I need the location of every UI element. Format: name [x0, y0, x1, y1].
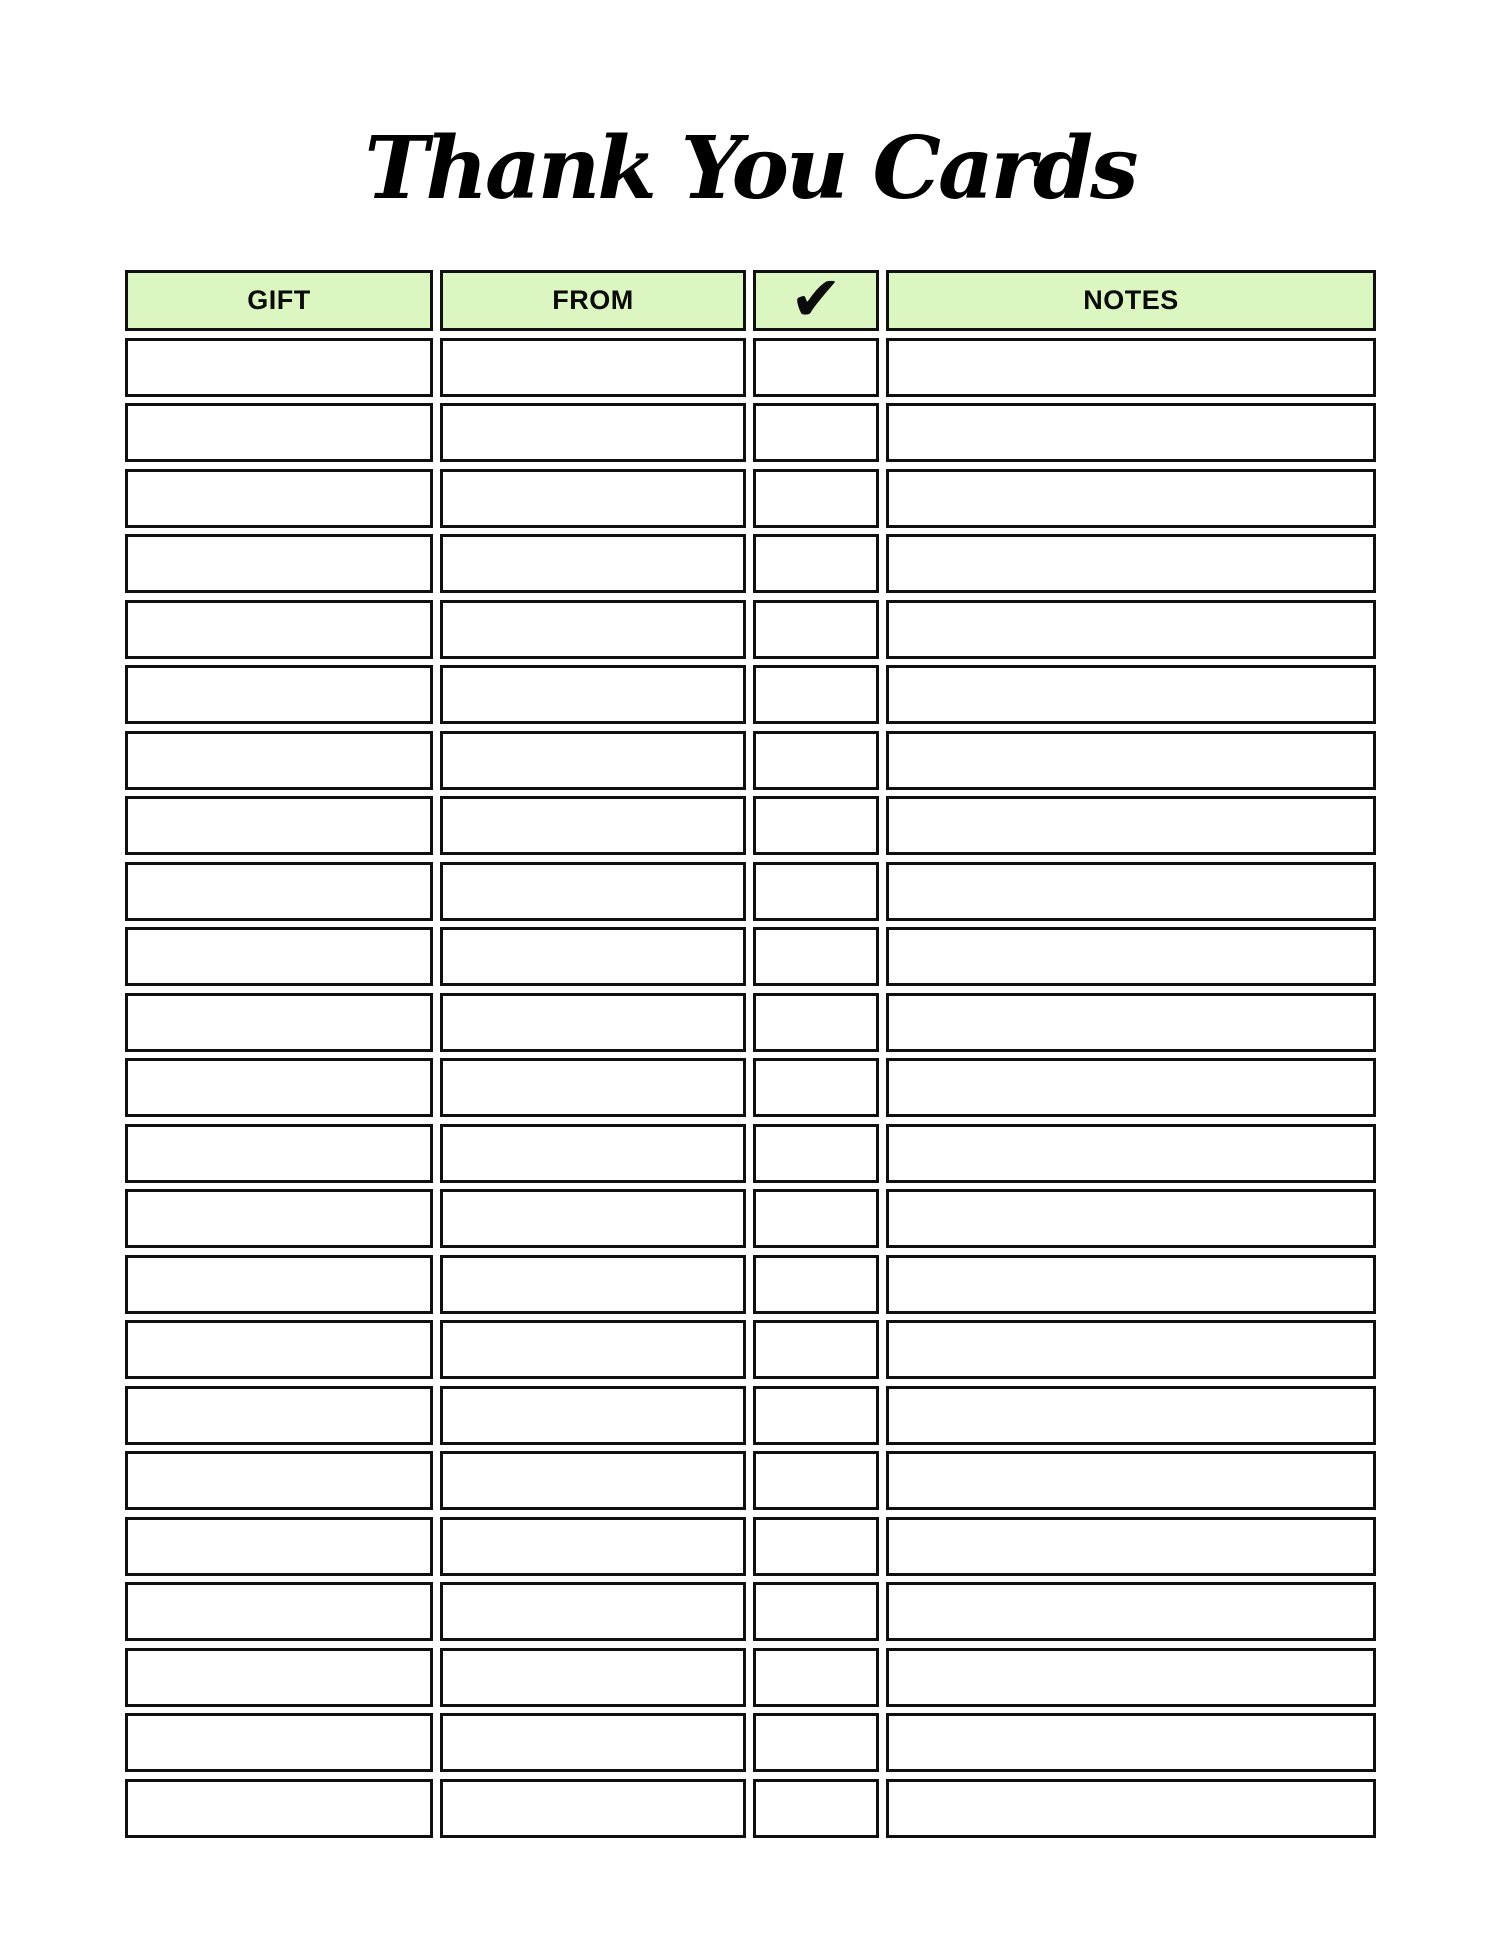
gift-cell[interactable]: [125, 469, 433, 528]
from-cell[interactable]: [440, 600, 746, 659]
check-cell[interactable]: [753, 927, 879, 986]
from-cell[interactable]: [440, 1582, 746, 1641]
from-cell[interactable]: [440, 1648, 746, 1707]
notes-cell[interactable]: [886, 1255, 1376, 1314]
from-cell[interactable]: [440, 1058, 746, 1117]
gift-cell[interactable]: [125, 927, 433, 986]
check-cell[interactable]: [753, 862, 879, 921]
check-cell[interactable]: [753, 600, 879, 659]
check-cell[interactable]: [753, 1058, 879, 1117]
from-cell[interactable]: [440, 1451, 746, 1510]
from-cell[interactable]: [440, 993, 746, 1052]
notes-cell[interactable]: [886, 796, 1376, 855]
notes-cell[interactable]: [886, 665, 1376, 724]
notes-cell[interactable]: [886, 1189, 1376, 1248]
check-cell[interactable]: [753, 338, 879, 397]
check-cell[interactable]: [753, 534, 879, 593]
gift-cell[interactable]: [125, 1386, 433, 1445]
notes-cell[interactable]: [886, 338, 1376, 397]
gift-cell[interactable]: [125, 600, 433, 659]
column-header-from: [440, 270, 746, 331]
gift-cell[interactable]: [125, 1255, 433, 1314]
check-cell[interactable]: [753, 731, 879, 790]
column-label-notes: NOTES: [1083, 285, 1179, 315]
gift-cell[interactable]: [125, 1779, 433, 1838]
check-cell[interactable]: [753, 1320, 879, 1379]
gift-cell[interactable]: [125, 796, 433, 855]
gift-cell[interactable]: [125, 534, 433, 593]
notes-cell[interactable]: [886, 1648, 1376, 1707]
notes-cell[interactable]: [886, 1582, 1376, 1641]
notes-cell[interactable]: [886, 1386, 1376, 1445]
from-cell[interactable]: [440, 1320, 746, 1379]
check-cell[interactable]: [753, 1648, 879, 1707]
gift-cell[interactable]: [125, 1451, 433, 1510]
column-header-notes: [886, 270, 1376, 331]
from-cell[interactable]: [440, 796, 746, 855]
from-cell[interactable]: [440, 1255, 746, 1314]
from-cell[interactable]: [440, 1386, 746, 1445]
thank-you-cards-table: [125, 270, 1376, 1838]
column-header-gift: [125, 270, 433, 331]
from-cell[interactable]: [440, 927, 746, 986]
notes-cell[interactable]: [886, 534, 1376, 593]
gift-cell[interactable]: [125, 1189, 433, 1248]
from-cell[interactable]: [440, 1713, 746, 1772]
check-cell[interactable]: [753, 1189, 879, 1248]
page-title: Thank You Cards: [364, 118, 1136, 219]
from-cell[interactable]: [440, 862, 746, 921]
gift-cell[interactable]: [125, 1058, 433, 1117]
check-cell[interactable]: [753, 1386, 879, 1445]
from-cell[interactable]: [440, 534, 746, 593]
from-cell[interactable]: [440, 1189, 746, 1248]
check-cell[interactable]: [753, 1779, 879, 1838]
gift-cell[interactable]: [125, 1582, 433, 1641]
check-cell[interactable]: [753, 1451, 879, 1510]
gift-cell[interactable]: [125, 1320, 433, 1379]
check-cell[interactable]: [753, 403, 879, 462]
check-cell[interactable]: [753, 1517, 879, 1576]
check-cell[interactable]: [753, 1255, 879, 1314]
notes-cell[interactable]: [886, 1451, 1376, 1510]
from-cell[interactable]: [440, 1779, 746, 1838]
notes-cell[interactable]: [886, 731, 1376, 790]
gift-cell[interactable]: [125, 1124, 433, 1183]
check-cell[interactable]: [753, 1582, 879, 1641]
notes-cell[interactable]: [886, 1779, 1376, 1838]
notes-cell[interactable]: [886, 993, 1376, 1052]
gift-cell[interactable]: [125, 1517, 433, 1576]
gift-cell[interactable]: [125, 731, 433, 790]
notes-cell[interactable]: [886, 1713, 1376, 1772]
from-cell[interactable]: [440, 403, 746, 462]
check-cell[interactable]: [753, 796, 879, 855]
from-cell[interactable]: [440, 665, 746, 724]
notes-cell[interactable]: [886, 927, 1376, 986]
from-cell[interactable]: [440, 469, 746, 528]
notes-cell[interactable]: [886, 1517, 1376, 1576]
from-cell[interactable]: [440, 338, 746, 397]
column-label-gift: GIFT: [247, 285, 311, 315]
notes-cell[interactable]: [886, 1058, 1376, 1117]
from-cell[interactable]: [440, 731, 746, 790]
from-cell[interactable]: [440, 1517, 746, 1576]
check-cell[interactable]: [753, 469, 879, 528]
notes-cell[interactable]: [886, 600, 1376, 659]
check-cell[interactable]: [753, 665, 879, 724]
gift-cell[interactable]: [125, 338, 433, 397]
notes-cell[interactable]: [886, 862, 1376, 921]
gift-cell[interactable]: [125, 1713, 433, 1772]
notes-cell[interactable]: [886, 1320, 1376, 1379]
notes-cell[interactable]: [886, 1124, 1376, 1183]
check-cell[interactable]: [753, 1713, 879, 1772]
check-cell[interactable]: [753, 1124, 879, 1183]
notes-cell[interactable]: [886, 469, 1376, 528]
gift-cell[interactable]: [125, 993, 433, 1052]
check-cell[interactable]: [753, 993, 879, 1052]
column-label-from: FROM: [552, 285, 634, 315]
gift-cell[interactable]: [125, 1648, 433, 1707]
column-header-check: ✔: [753, 270, 879, 331]
gift-cell[interactable]: [125, 862, 433, 921]
from-cell[interactable]: [440, 1124, 746, 1183]
notes-cell[interactable]: [886, 403, 1376, 462]
gift-cell[interactable]: [125, 403, 433, 462]
gift-cell[interactable]: [125, 665, 433, 724]
